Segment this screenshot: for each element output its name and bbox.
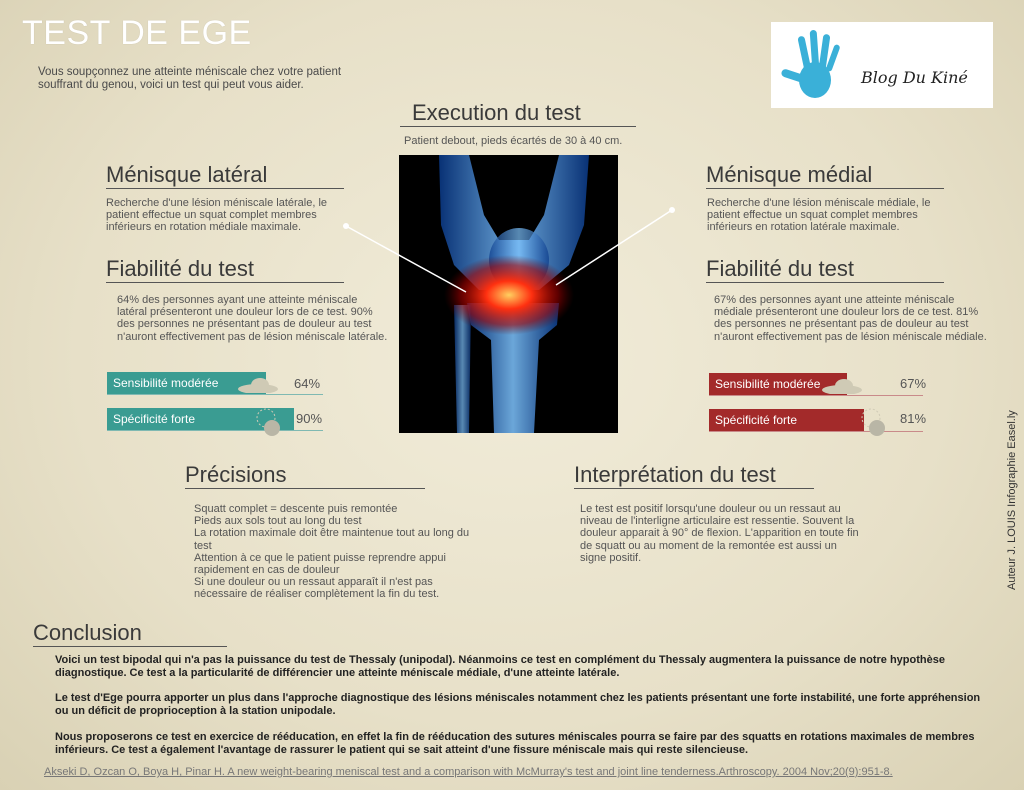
intro-text: Vous soupçonnez une atteinte méniscale chez votre patient souffrant du genou, voici un test qui peut vous aider. [38,66,342,91]
lateral-specificity-bar: Spécificité forte [107,408,294,430]
conclusion-paragraph: Le test d'Ege pourra apporter un plus dans l'approche diagnostique des lésions méniscales notamment chez les patients présentant une forte instabilité, une forte appréhension ou un déficit de proprioception à la station unipodale. [55,692,981,717]
precisions-line: La rotation maximale doit être maintenue tout au long du test [194,527,470,552]
dial-icon [857,404,891,438]
lateral-reliability-text: 64% des personnes ayant une atteinte méniscale latéral présenteront une douleur lors de ce test. 90% des personnes ne présentant pas de douleur au test n'auront effectivement pas de lésion méniscale latérale. [117,294,388,343]
precisions-line: Attention à ce que le patient puisse reprendre appui rapidement en cas de douleur [194,551,446,577]
precisions-line: Squatt complet = descente puis remontée [194,503,398,515]
precisions-line: Si une douleur ou un ressaut apparaît il n'est pas nécessaire de réaliser complètement la fin du test. [194,576,440,601]
precisions-heading: Précisions [185,462,425,489]
medial-reliability-text: 67% des personnes ayant une atteinte méniscale médiale présenteront une douleur lors de ce test. 81% des personnes ne présentant pas de douleur au test n'auront effectivement pas de lésion méniscale médiale. [714,294,987,343]
precisions-line: Pieds aux sols tout au long du test [194,515,362,528]
interpretation-heading: Interprétation du test [574,462,814,489]
precisions-list [194,503,484,601]
lateral-sensitivity-bar: Sensibilité modérée [107,372,266,394]
lateral-heading: Ménisque latéral [106,162,344,189]
cloud-icon [820,378,864,394]
interpretation-text: Le test est positif lorsqu'une douleur ou un ressaut au niveau de l'interligne articulaire est ressentie. Souvent la douleur apparait à 90° de flexion. L'apparition en toute fin de squatt ou au moment de la remontée est aussi un signe positif. [580,503,859,564]
conclusion-paragraph: Nous proposerons ce test en exercice de rééducation, en effet la fin de rééducation des sutures méniscales pourra se faire par des squatts en rotations maximales de membres inférieurs. Ce test a également l'avantage de rassurer le patient qui se sait atteint d'une fissure méniscale mais qui reste silencieuse. [55,731,975,756]
medial-text: Recherche d'une lésion méniscale médiale, le patient effectue un squat complet membres inférieurs en rotation latérale maximale. [707,197,931,234]
author-credit: Auteur J. LOUIS Infographie Easel.ly [1006,410,1018,590]
lateral-text: Recherche d'une lésion méniscale latérale, le patient effectue un squat complet membres inférieurs en rotation médiale maximale. [106,197,328,234]
execution-text: Patient debout, pieds écartés de 30 à 40 cm. [404,135,623,147]
reference-link[interactable]: Akseki D, Ozcan O, Boya H, Pinar H. A new weight-bearing meniscal test and a comparison with McMurray's test and joint line tenderness.Arthroscopy. 2004 Nov;20(9):951-8. [44,766,893,778]
cloud-icon [236,377,280,393]
lateral-sensitivity-pct: 64% [294,376,321,391]
medial-specificity-pct: 81% [900,411,927,426]
execution-heading: Execution du test [400,100,636,127]
medial-sensitivity-gauge [709,373,923,396]
medial-sensitivity-pct: 67% [900,376,927,391]
medial-reliability-heading: Fiabilité du test [706,256,944,283]
medial-heading: Ménisque médial [706,162,944,189]
conclusion-paragraph: Voici un test bipodal qui n'a pas la puissance du test de Thessaly (unipodal). Néanmoins ce test en complément du Thessaly augmentera la puissance de notre hypothèse diagnostique. Ce test a la particularité de différencier une atteinte méniscale médiale, d'une atteinte latérale. [55,654,945,679]
lateral-specificity-gauge [107,408,323,431]
dial-icon [252,404,286,438]
medial-specificity-bar: Spécificité forte [709,409,864,431]
page-title: TEST DE EGE [22,14,252,52]
lateral-specificity-pct: 90% [296,411,323,426]
lateral-sensitivity-gauge [107,372,323,395]
conclusion-heading: Conclusion [33,620,227,647]
lateral-reliability-heading: Fiabilité du test [106,256,344,283]
logo-text: Blog Du Kiné [861,68,968,87]
medial-sensitivity-bar: Sensibilité modérée [709,373,847,395]
